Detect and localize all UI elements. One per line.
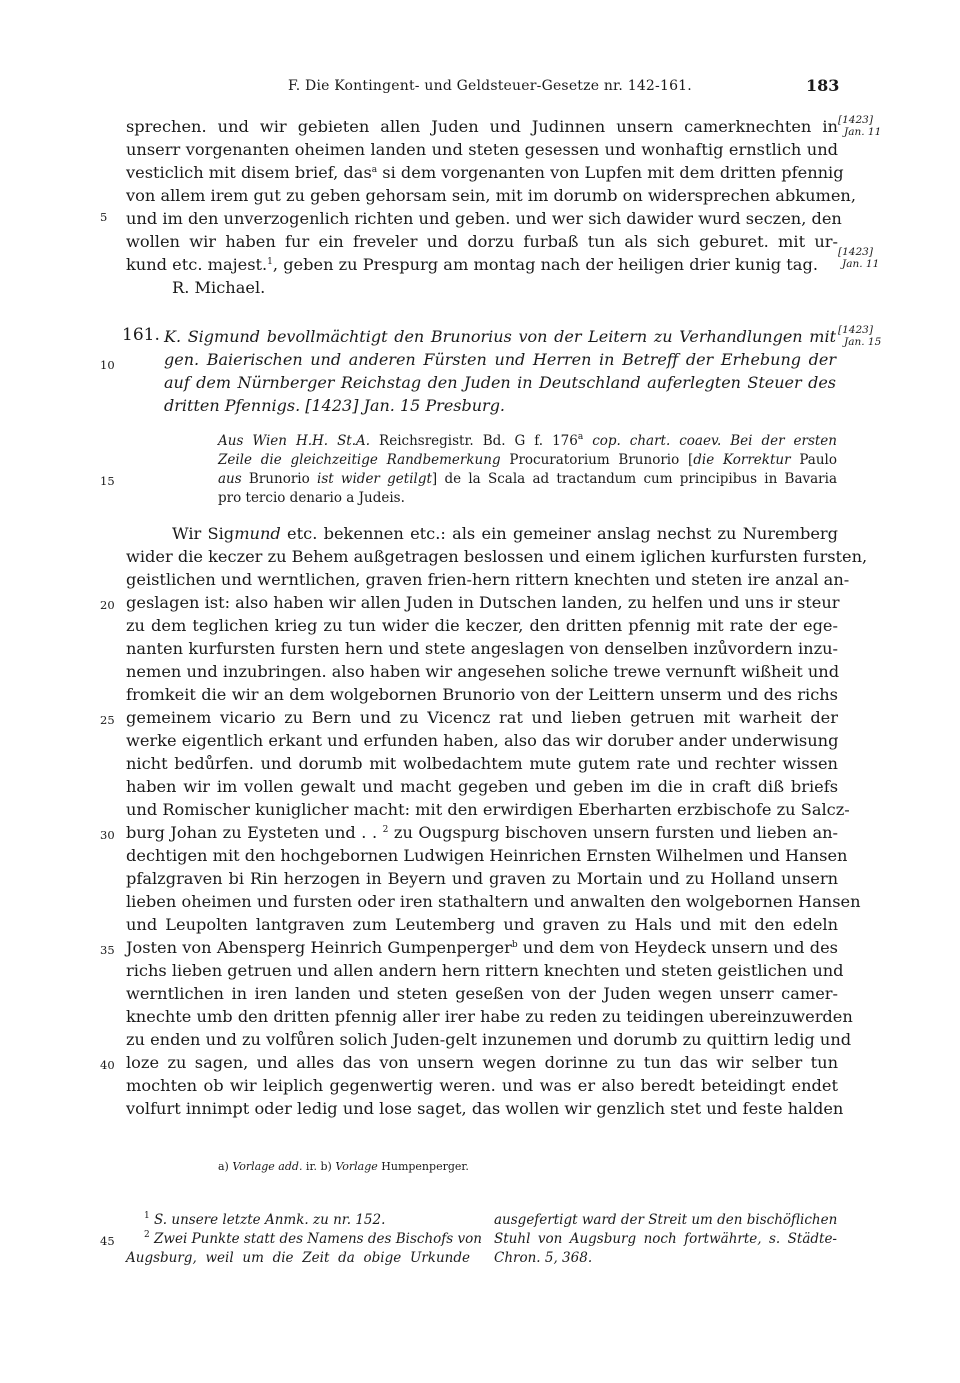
body-line-1-b: mund	[234, 524, 281, 543]
footnote-1-text: S. unsere letzte Anmk. zu nr. 152.	[149, 1212, 386, 1228]
apparatus-b-text: Vorlage	[335, 1160, 378, 1173]
running-header-title: F. Die Kontingent- und Geldsteuer-Gesetze nr. 142-161.	[288, 78, 692, 94]
body-line-21: werntlichen in iren landen und steten geseßen von der Juden wegen unserr camer-	[126, 984, 838, 1003]
source-paulo: Paulo	[790, 452, 837, 468]
body-line-23: zu enden und zu volfůren solich Juden-gelt inzunemen und dorumb zu quittirn ledig und	[126, 1030, 852, 1049]
body-line-12: haben wir im vollen gewalt und macht gegeben und geben im die in craft diß briefs	[126, 777, 838, 796]
source-folio-sup: a	[577, 432, 584, 442]
body-line-13: und Romischer kuniglicher macht: mit den erwirdigen Eberharten erzbischofe zu Salcz-	[126, 800, 850, 819]
prev-line-5: und im den unverzogenlich richten und geben. und wer sich dawider wurd seczen, den	[126, 209, 842, 228]
body-line-16: pfalzgraven bi Rin herzogen in Beyern und graven zu Mortain und zu Holland unsern	[126, 869, 838, 888]
source-line-1	[218, 432, 837, 450]
prev-line-3-b: si dem vorgenanten von Lupfen mit dem dritten pfennig	[377, 163, 844, 182]
prev-line-7-b: , geben zu Prespurg am montag nach der heiligen drier kunig tag.	[272, 255, 818, 274]
prev-line-7-a: kund etc. majest.	[126, 255, 268, 274]
line-number-5: 5	[100, 210, 108, 224]
source-line-2	[218, 451, 837, 469]
footnote-ref-2: 2	[382, 825, 389, 835]
line-number-20: 20	[100, 598, 115, 612]
entry-title-line-3: auf dem Nürnberger Reichstag den Juden in Deutschland auferlegten Steuer des	[164, 373, 836, 392]
prev-line-4: von allem irem gut zu geben gehorsam sein, mit im dorumb on widersprechen abkumen,	[126, 186, 856, 205]
prev-line-3-a: vesticlich mit disem brief, das	[126, 163, 372, 182]
body-line-1-c: etc. bekennen etc.: als ein gemeiner anslag nechst zu Nuremberg	[280, 524, 839, 543]
prev-line-2: unserr vorgenanten oheimen landen und steten gesessen und wonhaftig ernstlich und	[126, 140, 838, 159]
apparatus-a-label: a)	[218, 1160, 233, 1173]
margin-date-3-year: [1423]	[838, 324, 873, 336]
body-line-2: wider die keczer zu Behem außgetragen beslossen und einem iglichen kurfursten fursten,	[126, 547, 868, 566]
source-register: Reichsregistr. Bd. G f. 176	[370, 433, 578, 449]
source-deleted: ist wider getilgt	[317, 471, 432, 487]
body-line-1	[172, 523, 838, 545]
prev-signature: R. Michael.	[172, 278, 266, 297]
line-number-40: 40	[100, 1058, 115, 1072]
margin-date-1	[838, 114, 881, 138]
body-line-19-b: und dem von Heydeck unsern und des	[517, 938, 838, 957]
footnote-1	[144, 1210, 470, 1230]
body-line-14-a: burg Johan zu Eysteten und . .	[126, 823, 383, 842]
body-line-22: knechte umb den dritten pfennig aller irer habe zu reden zu teidingen ubereinzuwerden	[126, 1007, 853, 1026]
entry-title-line-1: K. Sigmund bevollmächtigt den Brunorius von der Leitern zu Verhandlungen mit	[164, 327, 836, 346]
body-line-15: dechtigen mit den hochgebornen Ludwigen Heinrichen Ernsten Wilhelmen und Hansen	[126, 846, 848, 865]
margin-date-2-day: Jan. 11	[842, 258, 880, 270]
apparatus-a-text: Vorlage add.	[232, 1160, 303, 1173]
body-line-9: gemeinem vicario zu Bern und zu Vicencz rat und lieben getruen mit warheit der	[126, 708, 838, 727]
body-line-19-a: Josten von Abensperg Heinrich Gumpenperger	[126, 938, 512, 957]
body-line-11: nicht bedůrfen. und dorumb mit wolbedachtem mute gutem rate und rechter wissen	[126, 754, 838, 773]
apparatus-mark-a: a	[371, 165, 378, 175]
margin-date-2	[838, 246, 879, 270]
entry-number: 161.	[122, 325, 160, 345]
body-line-17: lieben oheimen und fursten oder iren stathaltern und anwalten den wolgebornen Hansen	[126, 892, 861, 911]
body-line-14-b: zu Ougspurg bischoven unsern fursten und lieben an-	[388, 823, 838, 842]
body-line-18: und Leupolten lantgraven zum Leutemberg und graven zu Hals und mit den edeln	[126, 915, 838, 934]
footnote-2-right-2: Stuhl von Augsburg noch fortwährte, s. Städte-	[494, 1231, 837, 1247]
prev-line-3	[126, 162, 844, 184]
prev-line-1: sprechen. und wir gebieten allen Juden und Judinnen unsern camerknechten in	[126, 117, 838, 136]
source-aus: aus	[218, 471, 242, 487]
body-line-26: volfurt innimpt oder ledig und lose saget, das wollen wir genzlich stet und feste halden	[126, 1099, 844, 1118]
body-line-20: richs lieben getruen und allen andern hern rittern knechten und steten geistlichen und	[126, 961, 844, 980]
source-procuratorium: Procuratorium Brunorio [	[500, 452, 694, 468]
line-number-35: 35	[100, 943, 115, 957]
source-archive: Aus Wien H.H. St.A.	[218, 433, 371, 449]
body-line-19	[126, 937, 838, 959]
body-line-5: zu dem teglichen krieg zu tun wider die keczer, den dritten pfennig mit rate der ege-	[126, 616, 838, 635]
body-line-8: fromkeit die wir an dem wolgebornen Brunorio von der Leittern unserm und des richs	[126, 685, 838, 704]
body-line-14	[126, 822, 838, 844]
source-copy-note: cop. chart. coaev. Bei der ersten	[583, 433, 837, 449]
source-margin-note: Zeile die gleichzeitige Randbemerkung	[218, 452, 501, 468]
body-line-3: geistlichen und werntlichen, graven frien-hern rittern knechten und steten ire anzal an-	[126, 570, 850, 589]
line-number-45: 45	[100, 1234, 115, 1248]
margin-date-3	[838, 324, 881, 348]
prev-line-7	[126, 254, 818, 276]
margin-date-1-day: Jan. 11	[844, 126, 882, 138]
source-line-4: pro tercio denario a Judeis.	[218, 490, 405, 506]
margin-date-1-year: [1423]	[838, 114, 873, 126]
line-number-10: 10	[100, 358, 115, 372]
apparatus-b-rest: Humpenperger.	[377, 1160, 469, 1173]
footnote-2-line-2: Augsburg, weil um die Zeit da obige Urkunde	[126, 1250, 470, 1266]
body-line-24: loze zu sagen, und alles das von unsern wegen dorinne zu tun das wir selber tun	[126, 1053, 838, 1072]
source-brunorio: Brunorio	[241, 471, 317, 487]
footnote-2-number: 2	[144, 1230, 150, 1240]
body-line-6: nanten kurfursten fursten hern und stete angeslagen von denselben inzůvordern inzu-	[126, 639, 838, 658]
line-number-25: 25	[100, 713, 115, 727]
footnote-1-number: 1	[144, 1211, 150, 1221]
body-line-25: mochten ob wir leiplich gegenwertig weren. und was er also beredt beteidingt endet	[126, 1076, 838, 1095]
footnote-2-line-1	[144, 1229, 482, 1249]
source-correction: die Korrektur	[693, 452, 791, 468]
apparatus-mark-b: b	[511, 940, 518, 950]
footnote-2-right-1: ausgefertigt ward der Streit um den bischöflichen	[494, 1212, 838, 1228]
body-line-1-a: Wir Sig	[172, 524, 235, 543]
source-line-3	[218, 470, 837, 488]
apparatus-a-rest: ir. b)	[302, 1160, 336, 1173]
page-number: 183	[806, 76, 840, 95]
footnote-2-text: Zwei Punkte statt des Namens des Bischofs von	[149, 1231, 482, 1247]
body-line-4: geslagen ist: also haben wir allen Juden in Dutschen landen, zu helfen und uns ir steur	[126, 593, 840, 612]
margin-date-3-day: Jan. 15	[844, 336, 882, 348]
entry-title-line-2: gen. Baierischen und anderen Fürsten und Herren in Betreff der Erhebung der	[164, 350, 836, 369]
source-scala: ] de la Scala ad tractandum cum principibus in Bavaria	[431, 471, 837, 487]
footnote-2-right-3: Chron. 5, 368.	[494, 1250, 593, 1266]
line-number-15: 15	[100, 474, 115, 488]
entry-title-line-4: dritten Pfennigs. [1423] Jan. 15 Presburg.	[164, 396, 506, 415]
footnote-ref-1: 1	[267, 257, 273, 267]
prev-line-6: wollen wir haben fur ein freveler und dorzu furbaß tun als sich geburet. mit ur-	[126, 232, 838, 251]
critical-apparatus	[218, 1160, 469, 1173]
body-line-7: nemen und inzubringen. also haben wir angesehen soliche trewe vernunft wißheit und	[126, 662, 840, 681]
line-number-30: 30	[100, 828, 115, 842]
body-line-10: werke eigentlich erkant und erfunden haben, also das wir doruber ander underwisung	[126, 731, 839, 750]
margin-date-2-year: [1423]	[838, 246, 873, 258]
